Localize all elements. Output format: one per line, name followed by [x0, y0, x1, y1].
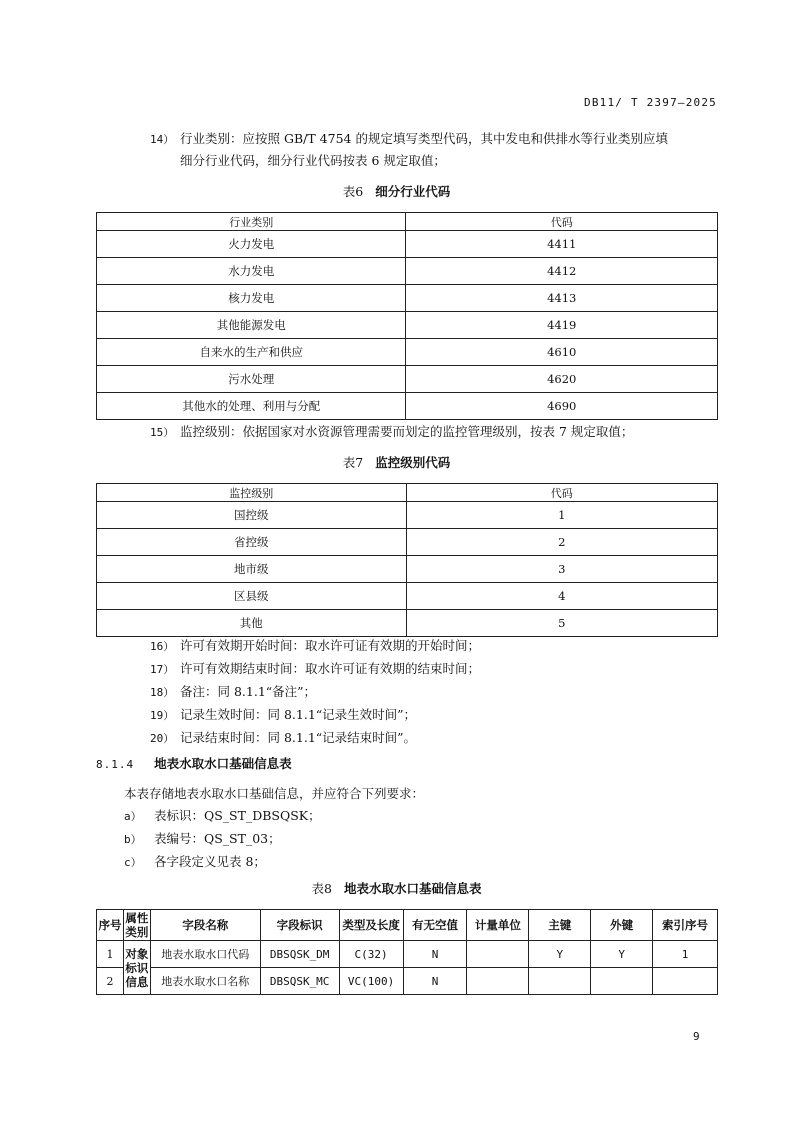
- section-title: 地表水取水口基础信息表: [154, 756, 292, 771]
- table-cell: 水力发电: [97, 258, 406, 285]
- table8-col-header: 字段标识: [260, 910, 339, 941]
- table-row: [97, 610, 718, 637]
- table-cell: [591, 968, 653, 995]
- list-item-label: b）: [124, 833, 142, 846]
- table-cell: 4610: [406, 339, 718, 366]
- table6-col-header: 代码: [406, 213, 718, 231]
- table-cell: Y: [591, 941, 653, 968]
- table-row: [97, 529, 718, 556]
- table-cell: [467, 941, 529, 968]
- page-number: 9: [693, 1030, 700, 1043]
- table7-caption: [0, 453, 793, 471]
- table-row: [97, 941, 718, 968]
- list-item: [150, 681, 720, 704]
- list-item-text: 备注：同 8.1.1“备注”；: [180, 684, 317, 699]
- table-cell: 国控级: [97, 502, 407, 529]
- table-cell: 4411: [406, 231, 718, 258]
- table8-col-header: 序号: [97, 910, 124, 941]
- table8-col-header: 外键: [591, 910, 653, 941]
- table-cell: 1: [97, 941, 124, 968]
- table-row: [97, 285, 718, 312]
- attribute-category-cell: 对象标识信息: [123, 941, 150, 995]
- table-cell: 地市级: [97, 556, 407, 583]
- section-heading: [96, 754, 292, 772]
- table-cell: 火力发电: [97, 231, 406, 258]
- table-cell: 3: [406, 556, 718, 583]
- table8-header-row: [97, 910, 718, 941]
- table-cell: 5: [406, 610, 718, 637]
- list-item-number: 16）: [150, 640, 175, 653]
- section-number: 8.1.4: [96, 758, 135, 771]
- item-14-number: 14）: [150, 133, 175, 146]
- table-row: [97, 339, 718, 366]
- table8-col-header: 属性类别: [125, 911, 149, 939]
- table8-col-header: 计量单位: [467, 910, 529, 941]
- table6-col-header: 行业类别: [97, 213, 406, 231]
- table8-col-header: 字段名称: [150, 910, 260, 941]
- document-code: DB11/ T 2397—2025: [584, 96, 717, 109]
- table7-col-header: 监控级别: [97, 484, 407, 502]
- list-item: [150, 704, 720, 727]
- table-row: [97, 502, 718, 529]
- table8-title: 地表水取水口基础信息表: [343, 881, 482, 896]
- table6-header-row: [97, 213, 718, 231]
- table8-col-header: 索引序号: [653, 910, 718, 941]
- list-item-text: 表编号：QS_ST_03；: [154, 831, 281, 846]
- table-cell: [653, 968, 718, 995]
- table-row: [97, 583, 718, 610]
- table-cell: 其他能源发电: [97, 312, 406, 339]
- list-item: [150, 658, 720, 681]
- table-row: [97, 231, 718, 258]
- section-intro: 本表存储地表水取水口基础信息，并应符合下列要求：: [124, 786, 425, 801]
- table8-col-header: 有无空值: [403, 910, 467, 941]
- table6: [96, 212, 718, 420]
- table-cell: 4: [406, 583, 718, 610]
- table-cell: DBSQSK_MC: [260, 968, 339, 995]
- list-item-number: 19）: [150, 709, 175, 722]
- table-cell: [529, 968, 591, 995]
- table8-number: 表8: [311, 881, 332, 896]
- table-cell: N: [403, 941, 467, 968]
- table-cell: N: [403, 968, 467, 995]
- item-list: [150, 635, 720, 750]
- list-item-text: 记录生效时间：同 8.1.1“记录生效时间”；: [180, 707, 417, 722]
- list-item-text: 记录结束时间：同 8.1.1“记录结束时间”。: [180, 730, 417, 745]
- table-cell: VC(100): [339, 968, 403, 995]
- table8-col-header: 类型及长度: [339, 910, 403, 941]
- table7-number: 表7: [342, 455, 364, 470]
- table-row: [97, 393, 718, 420]
- table-row: [97, 312, 718, 339]
- table-cell: 核力发电: [97, 285, 406, 312]
- table7-title: 监控级别代码: [375, 455, 451, 470]
- table-cell: 区县级: [97, 583, 407, 610]
- table-cell: 地表水取水口代码: [150, 941, 260, 968]
- table-cell: 自来水的生产和供应: [97, 339, 406, 366]
- table-cell: 省控级: [97, 529, 407, 556]
- table6-caption: [0, 182, 793, 200]
- requirement-list: [124, 805, 720, 874]
- table-cell: 其他: [97, 610, 407, 637]
- table8: [96, 909, 718, 995]
- list-item: [124, 805, 720, 828]
- list-item-text: 许可有效期结束时间：取水许可证有效期的结束时间；: [180, 661, 481, 676]
- table-cell: 4412: [406, 258, 718, 285]
- table-cell: [467, 968, 529, 995]
- list-item-text: 表标识：QS_ST_DBSQSK；: [154, 808, 321, 823]
- list-item: [124, 828, 720, 851]
- item-14: [150, 128, 720, 151]
- list-item-label: c）: [124, 856, 142, 869]
- table-cell: 4690: [406, 393, 718, 420]
- table-cell: 4419: [406, 312, 718, 339]
- list-item-number: 20）: [150, 732, 175, 745]
- table-cell: 2: [97, 968, 124, 995]
- table6-number: 表6: [342, 184, 364, 199]
- item-15-text: 监控级别：依据国家对水资源管理需要而划定的监控管理级别，按表 7 规定取值；: [180, 424, 634, 439]
- table8-caption: [0, 879, 793, 897]
- table6-title: 细分行业代码: [375, 184, 451, 199]
- table-cell: 1: [653, 941, 718, 968]
- item-14-line1: 行业类别：应按照 GB/T 4754 的规定填写类型代码，其中发电和供排水等行业类别应填: [180, 131, 668, 146]
- list-item-label: a）: [124, 810, 142, 823]
- item-15: [150, 421, 720, 444]
- table-row: [97, 968, 718, 995]
- table-cell: Y: [529, 941, 591, 968]
- list-item: [150, 635, 720, 658]
- list-item: [124, 851, 720, 874]
- table-cell: DBSQSK_DM: [260, 941, 339, 968]
- item-15-number: 15）: [150, 426, 175, 439]
- table-row: [97, 258, 718, 285]
- table8-col-header: 主键: [529, 910, 591, 941]
- item-14-line2: 细分行业代码，细分行业代码按表 6 规定取值；: [180, 153, 446, 168]
- table-cell: 4413: [406, 285, 718, 312]
- list-item-number: 17）: [150, 663, 175, 676]
- table-cell: 污水处理: [97, 366, 406, 393]
- table-row: [97, 556, 718, 583]
- table-cell: 4620: [406, 366, 718, 393]
- table-cell: C(32): [339, 941, 403, 968]
- table7-col-header: 代码: [406, 484, 718, 502]
- list-item: [150, 727, 720, 750]
- table-cell: 地表水取水口名称: [150, 968, 260, 995]
- table7-header-row: [97, 484, 718, 502]
- table-cell: 2: [406, 529, 718, 556]
- list-item-text: 各字段定义见表 8；: [154, 854, 266, 869]
- table-row: [97, 366, 718, 393]
- table7: [96, 483, 718, 637]
- list-item-number: 18）: [150, 686, 175, 699]
- list-item-text: 许可有效期开始时间：取水许可证有效期的开始时间；: [180, 638, 481, 653]
- table-cell: 其他水的处理、利用与分配: [97, 393, 406, 420]
- table-cell: 1: [406, 502, 718, 529]
